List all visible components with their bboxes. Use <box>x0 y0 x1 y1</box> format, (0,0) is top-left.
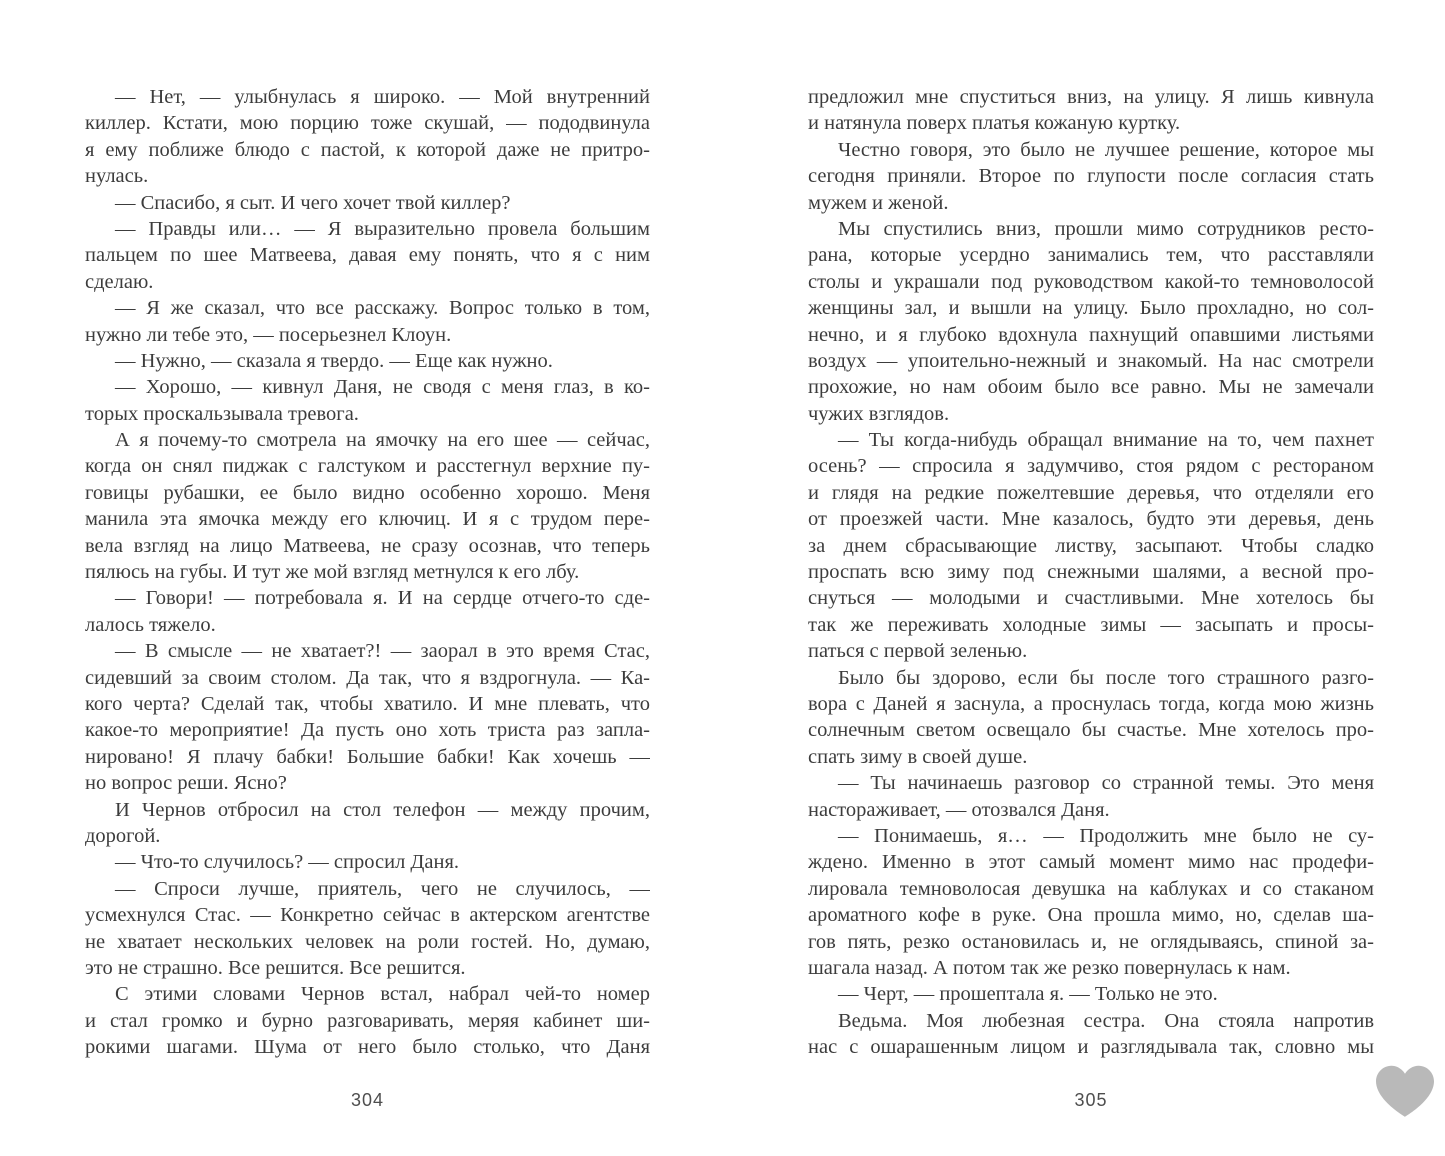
text-line: — В смысле — не хватает?! — заорал в это время Стас, <box>115 640 650 663</box>
text-line: торых проскальзывала тревога. <box>85 402 359 425</box>
text-line: — Что-то случилось? — спросил Даня. <box>115 851 460 874</box>
text-line: шагала назад. А потом так же резко повернулась к нам. <box>808 956 1291 979</box>
text-line: воздух — упоительно-нежный и знакомый. На нас смотрели <box>808 349 1374 372</box>
text-line: нужно ли тебе это, — посерьезнел Клоун. <box>85 323 452 346</box>
text-line: и стал громко и бурно разговаривать, меряя кабинет ши- <box>85 1009 650 1032</box>
text-line: — Ты когда-нибудь обращал внимание на то, чем пахнет <box>838 429 1374 452</box>
text-line: — Нет, — улыбнулась я широко. — Мой внутренний <box>115 86 650 108</box>
text-line: не хватает нескольких человек на роли гостей. Но, думаю, <box>85 930 650 953</box>
text-line: манила эта ямочка между его ключиц. И я с трудом пере- <box>85 508 650 531</box>
text-line: — Черт, — прошептала я. — Только не это. <box>838 983 1218 1006</box>
page-left-number: 304 <box>350 1090 385 1110</box>
text-line: усмехнулся Стас. — Конкретно сейчас в актерском агентстве <box>85 904 650 927</box>
text-line: вора с Даней я заснула, а проснулась тогда, когда мою жизнь <box>808 692 1374 715</box>
text-line: нировано! Я плачу бабки! Большие бабки! Как хочешь — <box>85 745 650 768</box>
text-line: Честно говоря, это было не лучшее решение, которое мы <box>838 138 1374 161</box>
text-line: ждено. Именно в этот самый момент мимо нас продефи- <box>808 851 1374 874</box>
text-line: — Ты начинаешь разговор со странной темы. Это меня <box>838 772 1374 795</box>
page-right-number: 305 <box>1074 1090 1108 1110</box>
text-line: пальцем по шее Матвеева, давая ему понять, что я с ним <box>85 244 650 267</box>
text-line: — Понимаешь, я… — Продолжить мне было не су- <box>838 824 1374 847</box>
text-line: — Говори! — потребовала я. И на сердце отчего-то сде- <box>115 587 650 610</box>
text-line: лировала темноволосая девушка на каблуках и со стаканом <box>808 877 1374 900</box>
text-line: мужем и женой. <box>808 191 949 214</box>
text-line: когда он снял пиджак с галстуком и расстегнул верхние пу- <box>85 455 650 478</box>
text-line: от проезжей части. Мне казалось, будто эти деревья, день <box>808 508 1374 531</box>
text-line: кого черта? Сделай так, чтобы хватило. И мне плевать, что <box>85 692 650 715</box>
text-line: Мы спустились вниз, прошли мимо сотрудников ресто- <box>838 217 1374 240</box>
text-line: прохожие, но нам обоим было все равно. Мы не замечали <box>808 376 1374 399</box>
text-line: нулась. <box>85 165 149 188</box>
text-line: столы и украшали под руководством какой-то темноволосой <box>808 270 1374 293</box>
text-line: киллер. Кстати, мою порцию тоже скушай, — пододвинула <box>85 112 650 135</box>
text-line: — Нужно, — сказала я твердо. — Еще как нужно. <box>115 349 553 372</box>
text-line: нас с ошарашенным лицом и разглядывала так, словно мы <box>808 1036 1374 1059</box>
text-line: паться с первой зеленью. <box>808 640 1028 663</box>
favorite-heart-icon[interactable] <box>1376 1064 1434 1120</box>
text-line: — Хорошо, — кивнул Даня, не сводя с меня глаз, в ко- <box>115 376 650 399</box>
text-line: солнечным светом освещало бы счастье. Мне хотелось про- <box>808 719 1374 742</box>
text-line: чужих взглядов. <box>808 402 950 425</box>
text-line: я ему поближе блюдо с пастой, к которой даже не притро- <box>85 138 650 161</box>
text-line: это не страшно. Все решится. Все решится. <box>85 956 466 979</box>
text-line: — Правды или… — Я выразительно провела большим <box>115 217 650 240</box>
text-line: вела взгляд на лицо Матвеева, не сразу осознав, что теперь <box>85 534 650 557</box>
text-line: и глядя на редкие пожелтевшие деревья, что отделяли его <box>808 481 1374 504</box>
text-line: рана, которые усердно занимались тем, что расставляли <box>808 244 1374 267</box>
text-line: предложил мне спуститься вниз, на улицу. Я лишь кивнула <box>808 86 1374 108</box>
text-line: Ведьма. Моя любезная сестра. Она стояла напротив <box>838 1009 1374 1032</box>
text-line: настораживает, — отозвался Даня. <box>808 798 1110 821</box>
text-line: гов пять, резко остановилась и, не оглядываясь, спиной за- <box>808 930 1374 953</box>
text-line: рокими шагами. Шума от него было столько, что Даня <box>85 1036 650 1059</box>
text-line: — Я же сказал, что все расскажу. Вопрос только в том, <box>115 297 650 320</box>
text-line: снуться — молодыми и счастливыми. Мне хотелось бы <box>808 587 1374 610</box>
text-line: И Чернов отбросил на стол телефон — между прочим, <box>115 798 650 821</box>
text-line: Было бы здорово, если бы после того страшного разго- <box>838 666 1374 689</box>
text-line: сидевший за своим столом. Да так, что я вздрогнула. — Ка- <box>85 666 650 689</box>
page-left-text-column <box>85 84 650 1060</box>
text-line: говицы рубашки, ее было видно особенно хорошо. Меня <box>85 481 650 504</box>
text-line: и натянула поверх платья кожаную куртку. <box>808 112 1181 135</box>
page-right-text-column <box>808 84 1374 1060</box>
text-line: осень? — спросила я задумчиво, стоя рядом с рестораном <box>808 455 1374 478</box>
text-line: за днем сбрасывающие листву, засыпают. Чтобы сладко <box>808 534 1374 557</box>
text-line: ароматного кофе в руке. Она прошла мимо, но, сделав ша- <box>808 904 1374 927</box>
text-line: лалось тяжело. <box>85 613 216 636</box>
text-line: сделаю. <box>85 270 154 293</box>
text-line: пялюсь на губы. И тут же мой взгляд метнулся к его лбу. <box>85 561 580 584</box>
text-line: женщины зал, и вышли на улицу. Было прохладно, но сол- <box>808 297 1374 320</box>
text-line: А я почему-то смотрела на ямочку на его шее — сейчас, <box>115 429 650 452</box>
text-line: спать зиму в своей душе. <box>808 745 1028 768</box>
text-line: но вопрос реши. Ясно? <box>85 772 287 795</box>
text-line: какое-то мероприятие! Да пусть оно хоть триста раз запла- <box>85 719 650 742</box>
text-line: дорогой. <box>85 824 161 847</box>
text-line: проспать всю зиму под снежными шалями, а весной про- <box>808 561 1374 584</box>
text-line: — Спасибо, я сыт. И чего хочет твой киллер? <box>115 191 511 214</box>
text-line: С этими словами Чернов встал, набрал чей-то номер <box>115 983 650 1006</box>
text-line: — Спроси лучше, приятель, чего не случилось, — <box>115 877 650 900</box>
text-line: сегодня приняли. Второе по глупости после согласия стать <box>808 165 1374 188</box>
text-line: нечно, и я глубоко вдохнула пахнущий опавшими листьями <box>808 323 1374 346</box>
text-line: так же переживать холодные зимы — засыпать и просы- <box>808 613 1374 636</box>
